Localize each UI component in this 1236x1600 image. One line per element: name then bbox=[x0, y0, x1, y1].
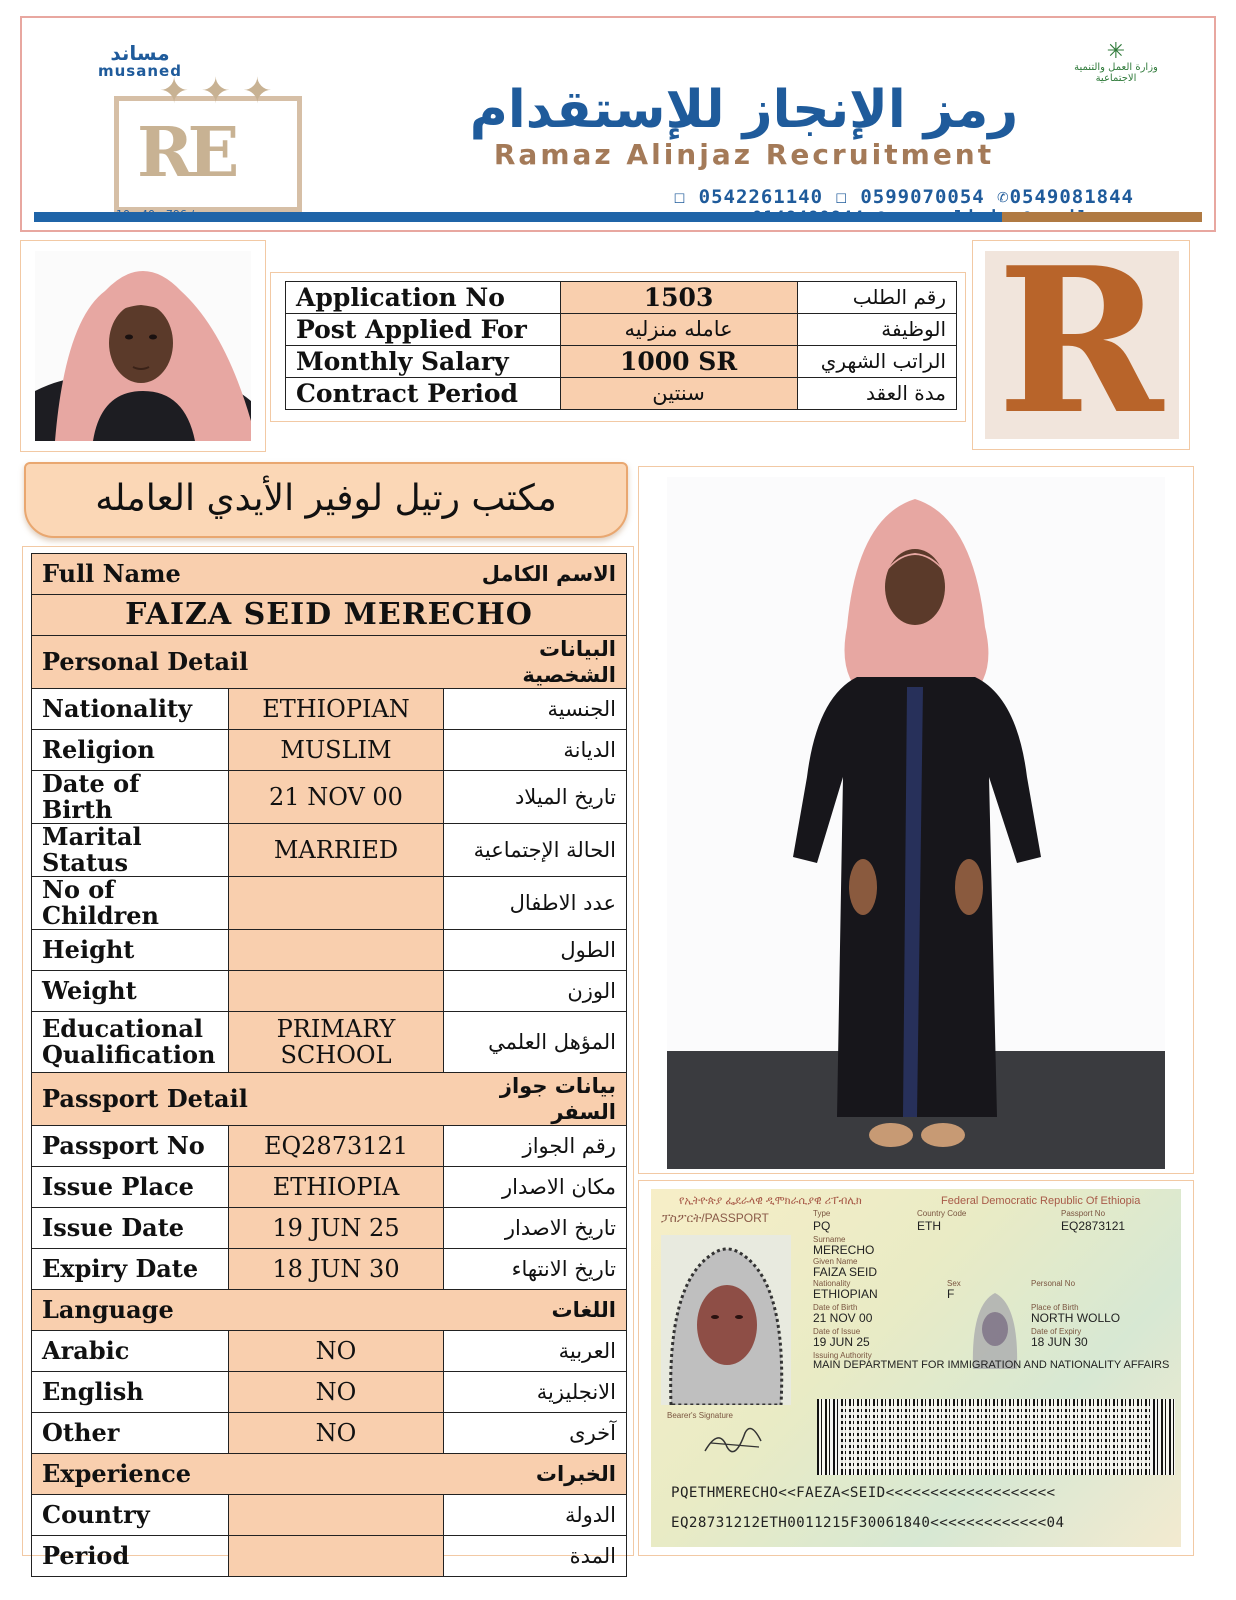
table-row bbox=[32, 1167, 627, 1208]
monthly-salary-ar: الراتب الشهري bbox=[797, 346, 956, 378]
table-row bbox=[32, 1536, 627, 1577]
post-applied-ar: الوظيفة bbox=[797, 314, 956, 346]
period-value bbox=[229, 1536, 444, 1577]
full-name-header-row bbox=[32, 554, 627, 595]
contract-period-ar: مدة العقد bbox=[797, 378, 956, 410]
passport-header-am: የኢትዮጵያ ፌደራላዊ ዲሞክራሲያዊ ሪፐብሊክ bbox=[679, 1195, 862, 1207]
issue-date-value: 19 JUN 25 bbox=[229, 1208, 444, 1249]
country-value bbox=[229, 1495, 444, 1536]
issue-date-label: Issue Date bbox=[32, 1208, 229, 1249]
language-ar: اللغات bbox=[444, 1290, 627, 1331]
passport-expiry-date: 18 JUN 30 bbox=[1031, 1335, 1088, 1349]
passport-detail-header bbox=[32, 1073, 627, 1126]
passport-no-ar: رقم الجواز bbox=[444, 1126, 627, 1167]
passport-label-surname: Surname bbox=[813, 1235, 846, 1244]
passport-label-sex: Sex bbox=[947, 1279, 961, 1288]
education-label-line1: Educational bbox=[42, 1014, 204, 1043]
signature-icon bbox=[701, 1421, 771, 1461]
passport-type: PQ bbox=[813, 1219, 831, 1233]
passport-header-en: Federal Democratic Republic Of Ethiopia bbox=[941, 1195, 1141, 1207]
period-ar: المدة bbox=[444, 1536, 627, 1577]
palm-icon: ✳ bbox=[1106, 39, 1126, 64]
passport-label-no: Passport No bbox=[1061, 1209, 1106, 1218]
education-label-line2: Qualification bbox=[42, 1040, 216, 1069]
passport-doc-label: ፓስፖርት/PASSPORT bbox=[661, 1211, 769, 1225]
header-banner bbox=[20, 16, 1216, 232]
period-label: Period bbox=[32, 1536, 229, 1577]
passport-place-of-birth: NORTH WOLLO bbox=[1031, 1311, 1121, 1325]
religion-ar: الديانة bbox=[444, 730, 627, 771]
expiry-date-value: 18 JUN 30 bbox=[229, 1249, 444, 1290]
height-value bbox=[229, 930, 444, 971]
agency-title-ar: رمز الإنجاز للإستقدام bbox=[469, 80, 1019, 140]
ministry-name: وزارة العمل والتنمية الاجتماعية bbox=[1074, 62, 1158, 84]
full-name-value: FAIZA SEID MERECHO bbox=[32, 595, 627, 636]
language-header bbox=[32, 1290, 627, 1331]
passport-no-value: EQ2873121 bbox=[229, 1126, 444, 1167]
religion-label: Religion bbox=[32, 730, 229, 771]
passport-ghost-photo bbox=[969, 1285, 1021, 1369]
passport-issue-date: 19 JUN 25 bbox=[813, 1335, 870, 1349]
banner-stripe-blue bbox=[34, 212, 1002, 222]
table-row bbox=[286, 314, 957, 346]
full-body-photo bbox=[638, 466, 1194, 1174]
passport-label-type: Type bbox=[813, 1209, 831, 1218]
marital-status-label: Marital Status bbox=[32, 824, 229, 877]
table-row bbox=[32, 730, 627, 771]
arabic-ar: العربية bbox=[444, 1331, 627, 1372]
weight-label: Weight bbox=[32, 971, 229, 1012]
passport-photo bbox=[661, 1235, 791, 1405]
contract-period-label: Contract Period bbox=[286, 378, 561, 410]
education-value-line1: PRIMARY bbox=[276, 1015, 396, 1043]
dob-ar: تاريخ الميلاد bbox=[444, 771, 627, 824]
english-label: English bbox=[32, 1372, 229, 1413]
passport-label-code: Country Code bbox=[917, 1209, 967, 1218]
expiry-date-label: Expiry Date bbox=[32, 1249, 229, 1290]
portrait-illustration bbox=[35, 251, 251, 441]
table-row bbox=[32, 771, 627, 824]
full-name-label: Full Name bbox=[32, 554, 444, 595]
table-row bbox=[32, 877, 627, 930]
passport-label-pob: Place of Birth bbox=[1031, 1303, 1079, 1312]
marital-status-ar: الحالة الإجتماعية bbox=[444, 824, 627, 877]
details-table bbox=[31, 553, 627, 1577]
passport-authority: MAIN DEPARTMENT FOR IMMIGRATION AND NATIONALITY AFFAIRS bbox=[813, 1359, 1170, 1371]
nationality-ar: الجنسية bbox=[444, 689, 627, 730]
passport-nationality: ETHIOPIAN bbox=[813, 1287, 878, 1301]
issue-date-ar: تاريخ الاصدار bbox=[444, 1208, 627, 1249]
passport-barcode bbox=[817, 1399, 1175, 1475]
application-no-ar: رقم الطلب bbox=[797, 282, 956, 314]
table-row bbox=[32, 1208, 627, 1249]
other-language-ar: آخرى bbox=[444, 1413, 627, 1454]
details-box bbox=[22, 546, 634, 1570]
table-row bbox=[32, 1495, 627, 1536]
language-label: Language bbox=[32, 1290, 444, 1331]
r-logo-icon: R bbox=[997, 251, 1164, 439]
application-box bbox=[270, 272, 966, 422]
other-language-value: NO bbox=[229, 1413, 444, 1454]
passport-label-signature: Bearer's Signature bbox=[667, 1411, 734, 1420]
english-value: NO bbox=[229, 1372, 444, 1413]
passport-number: EQ2873121 bbox=[1061, 1219, 1126, 1233]
passport-surname: MERECHO bbox=[813, 1243, 875, 1257]
issue-place-value: ETHIOPIA bbox=[229, 1167, 444, 1208]
table-row bbox=[32, 1249, 627, 1290]
children-value bbox=[229, 877, 444, 930]
passport-no-label: Passport No bbox=[32, 1126, 229, 1167]
education-value bbox=[229, 1012, 444, 1073]
passport-mrz-line2: EQ28731212ETH0011215F30061840<<<<<<<<<<<<<04 bbox=[671, 1515, 1065, 1531]
monthly-salary-label: Monthly Salary bbox=[286, 346, 561, 378]
application-table bbox=[285, 281, 957, 410]
experience-ar: الخبرات bbox=[444, 1454, 627, 1495]
people-icon: ✦ ✦ ✦ bbox=[159, 71, 273, 112]
banner-stripe-gold bbox=[1002, 212, 1202, 222]
personal-detail-header bbox=[32, 636, 627, 689]
table-row bbox=[32, 824, 627, 877]
passport-given-name: FAIZA SEID bbox=[813, 1265, 878, 1279]
passport-country-code: ETH bbox=[917, 1219, 941, 1233]
agency-title-en: Ramaz Alinjaz Recruitment bbox=[493, 138, 995, 171]
table-row bbox=[32, 1331, 627, 1372]
issue-place-label: Issue Place bbox=[32, 1167, 229, 1208]
full-name-row bbox=[32, 595, 627, 636]
english-ar: الانجليزية bbox=[444, 1372, 627, 1413]
personal-detail-ar: البيانات الشخصية bbox=[444, 636, 627, 689]
experience-label: Experience bbox=[32, 1454, 444, 1495]
passport-label-given: Given Name bbox=[813, 1257, 858, 1266]
r-logo bbox=[985, 251, 1179, 439]
passport-label-authority: Issuing Authority bbox=[813, 1351, 872, 1360]
issue-place-ar: مكان الاصدار bbox=[444, 1167, 627, 1208]
table-row bbox=[32, 930, 627, 971]
education-value-line2: SCHOOL bbox=[280, 1041, 392, 1069]
post-applied-label: Post Applied For bbox=[286, 314, 561, 346]
education-label bbox=[32, 1012, 229, 1073]
children-ar: عدد الاطفال bbox=[444, 877, 627, 930]
table-row bbox=[32, 971, 627, 1012]
table-row bbox=[32, 1126, 627, 1167]
post-applied-value: عامله منزليه bbox=[560, 314, 797, 346]
passport-sex: F bbox=[947, 1287, 955, 1301]
arabic-value: NO bbox=[229, 1331, 444, 1372]
country-ar: الدولة bbox=[444, 1495, 627, 1536]
height-ar: الطول bbox=[444, 930, 627, 971]
nationality-value: ETHIOPIAN bbox=[229, 689, 444, 730]
phone-numbers: ☐ 0542261140 ☐ 0599070054 ✆0549081844 bbox=[673, 186, 1134, 208]
agency-logo bbox=[114, 71, 302, 212]
office-title: مكتب رتيل لوفير الأيدي العامله bbox=[95, 478, 557, 519]
passport-dob: 21 NOV 00 bbox=[813, 1311, 873, 1325]
application-no-label: Application No bbox=[286, 282, 561, 314]
table-row bbox=[32, 689, 627, 730]
table-row bbox=[286, 282, 957, 314]
height-label: Height bbox=[32, 930, 229, 971]
expiry-date-ar: تاريخ الانتهاء bbox=[444, 1249, 627, 1290]
r-logo-box bbox=[972, 240, 1190, 450]
weight-value bbox=[229, 971, 444, 1012]
contract-period-value: سنتين bbox=[560, 378, 797, 410]
passport-label-personal-no: Personal No bbox=[1031, 1279, 1076, 1288]
office-title-banner bbox=[24, 462, 628, 538]
full-body-illustration bbox=[667, 477, 1165, 1169]
education-ar: المؤهل العلمي bbox=[444, 1012, 627, 1073]
passport-image bbox=[638, 1180, 1194, 1556]
other-language-label: Other bbox=[32, 1413, 229, 1454]
personal-detail-label: Personal Detail bbox=[32, 636, 444, 689]
table-row bbox=[32, 1372, 627, 1413]
table-row bbox=[286, 378, 957, 410]
passport-mrz-line1: PQETHMERECHO<<FAEZA<SEID<<<<<<<<<<<<<<<<<<< bbox=[671, 1485, 1056, 1501]
passport-label-doi: Date of Issue bbox=[813, 1327, 861, 1336]
marital-status-value: MARRIED bbox=[229, 824, 444, 877]
arabic-label: Arabic bbox=[32, 1331, 229, 1372]
passport-detail-label: Passport Detail bbox=[32, 1073, 444, 1126]
weight-ar: الوزن bbox=[444, 971, 627, 1012]
passport-label-doe: Date of Expiry bbox=[1031, 1327, 1082, 1336]
passport-detail-ar: بيانات جواز السفر bbox=[444, 1073, 627, 1126]
table-row bbox=[32, 1012, 627, 1073]
application-no-value: 1503 bbox=[560, 282, 797, 314]
ministry-logo bbox=[1066, 39, 1166, 84]
dob-value: 21 NOV 00 bbox=[229, 771, 444, 824]
children-label: No of Children bbox=[32, 877, 229, 930]
table-row bbox=[286, 346, 957, 378]
experience-header bbox=[32, 1454, 627, 1495]
table-row bbox=[32, 1413, 627, 1454]
dob-label: Date of Birth bbox=[32, 771, 229, 824]
musaned-ar: مساند bbox=[110, 41, 170, 65]
passport-label-nationality: Nationality bbox=[813, 1279, 851, 1288]
agency-logo-text: RE bbox=[137, 113, 234, 193]
full-name-ar: الاسم الكامل bbox=[444, 554, 627, 595]
musaned-en: musaned bbox=[98, 62, 182, 80]
passport-label-dob: Date of Birth bbox=[813, 1303, 858, 1312]
monthly-salary-value: 1000 SR bbox=[560, 346, 797, 378]
religion-value: MUSLIM bbox=[229, 730, 444, 771]
country-label: Country bbox=[32, 1495, 229, 1536]
nationality-label: Nationality bbox=[32, 689, 229, 730]
portrait-photo bbox=[20, 240, 266, 452]
